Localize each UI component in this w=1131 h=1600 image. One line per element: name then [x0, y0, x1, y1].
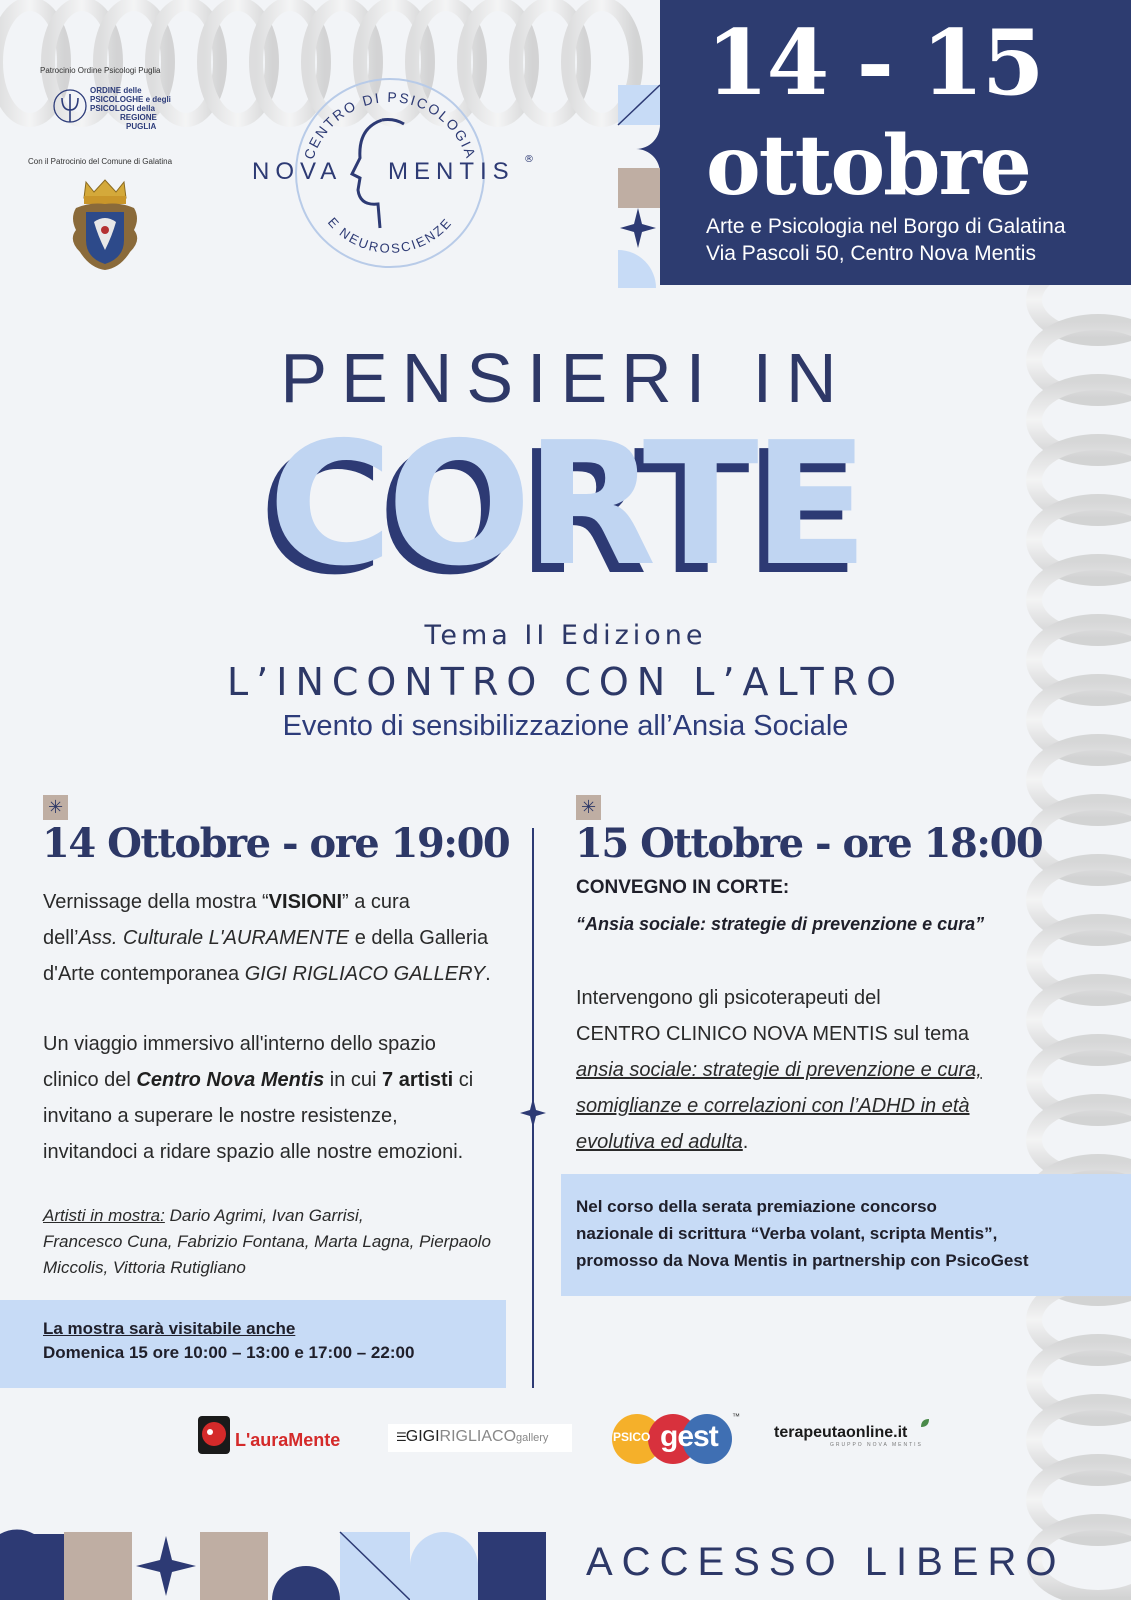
psicogest-tm: ™ — [732, 1412, 740, 1421]
artists-line-3: Miccolis, Vittoria Rutigliano — [43, 1258, 246, 1277]
left-paragraph-1 — [43, 884, 523, 992]
tema-subtitle: L’INCONTRO CON L’ALTRO — [226, 660, 904, 704]
p1-text-c: ” a cura — [342, 891, 410, 913]
title-corte: CORTE — [268, 406, 863, 604]
left-paragraph-2 — [43, 1026, 533, 1170]
p1-text-g: d'Arte contemporanea — [43, 963, 245, 985]
premiazione-line-2: nazionale di scrittura “Verba volant, scripta Mentis”, — [576, 1224, 998, 1243]
right-p-line-3: ansia sociale: strategie di prevenzione e cura, — [576, 1059, 982, 1081]
gigi-name-a: GIGI — [405, 1428, 440, 1445]
sponsor-terapeutaonline — [774, 1424, 934, 1460]
leaf-icon — [920, 1418, 930, 1428]
right-p-line-5-end: . — [742, 1131, 749, 1153]
premiazione-text — [576, 1193, 1028, 1274]
terapeutaonline-subtitle: GRUPPO NOVA MENTIS — [830, 1442, 923, 1448]
date-month: ottobre — [706, 118, 1030, 214]
convegno-label: CONVEGNO IN CORTE: — [576, 877, 790, 898]
sponsor-auramente — [198, 1416, 358, 1456]
right-p-line-4: somiglianze e correlazioni con l’ADHD in età — [576, 1095, 970, 1117]
asterisk-icon: ✳ — [576, 795, 601, 820]
accesso-libero: ACCESSO LIBERO — [586, 1540, 1066, 1584]
date-subtitle-line2: Via Pascoli 50, Centro Nova Mentis — [706, 242, 1036, 265]
psicogest-psico: PSICO — [613, 1430, 651, 1444]
p1-text-f: e della Galleria — [349, 927, 489, 949]
premiazione-line-3: promosso da Nova Mentis in partnership con PsicoGest — [576, 1251, 1029, 1270]
p2-text-d: in cui — [324, 1069, 383, 1091]
sponsor-psicogest — [612, 1412, 744, 1464]
right-p-line-1: Intervengono gli psicoterapeuti del — [576, 987, 881, 1009]
terapeutaonline-name: terapeutaonline.it — [774, 1424, 908, 1441]
asterisk-icon: ✳ — [43, 795, 68, 820]
p1-visioni: VISIONI — [268, 891, 343, 913]
artists-line-2: Francesco Cuna, Fabrizio Fontana, Marta Lagna, Pierpaolo — [43, 1232, 491, 1251]
ordine-name-2: PSICOLOGHE e degli — [90, 95, 171, 104]
p2-text-f: ci — [453, 1069, 474, 1091]
gigi-name-b: RIGLIACO — [439, 1428, 517, 1445]
convegno-title: “Ansia sociale: strategie di prevenzione e cura” — [576, 914, 985, 934]
date-banner — [660, 0, 1131, 285]
p1-text-i: . — [485, 963, 491, 985]
date-subtitle-line1: Arte e Psicologia nel Borgo di Galatina — [706, 215, 1066, 238]
p2-centro: Centro Nova Mentis — [136, 1069, 325, 1091]
patrocinio-ordine-caption: Patrocinio Ordine Psicologi Puglia — [40, 66, 161, 75]
logo-registered-mark: ® — [524, 154, 534, 165]
galatina-coat-of-arms-icon — [66, 178, 144, 273]
p1-gallery: GIGI RIGLIACO GALLERY — [244, 963, 486, 985]
left-column-date: 14 Ottobre - ore 19:00 — [42, 820, 510, 867]
p2-line-4: invitandoci a ridare spazio alle nostre emozioni. — [43, 1141, 464, 1163]
tema-edizione: Tema II Edizione — [424, 620, 707, 651]
p2-line-1: Un viaggio immersivo all'interno dello spazio — [43, 1033, 436, 1055]
logo-name-nova: NOVA — [252, 158, 343, 185]
gigi-icon: ☰ — [396, 1430, 406, 1444]
psicogest-gest: gest — [660, 1420, 718, 1453]
svg-text:CENTRO DI PSICOLOGIA — [301, 89, 480, 162]
p2-text-b: clinico del — [43, 1069, 137, 1091]
psi-icon — [52, 86, 88, 130]
ordine-name-3: PSICOLOGI della — [90, 104, 155, 113]
auramente-name: L'auraMente — [235, 1430, 341, 1450]
nova-mentis-logo — [248, 78, 534, 272]
svg-text:E NEUROSCIENZE — [325, 214, 455, 256]
ordine-name-1: ORDINE delle — [90, 86, 142, 95]
logo-ring-top: CENTRO DI PSICOLOGIA — [300, 88, 480, 162]
artists-list — [43, 1203, 543, 1281]
ordine-psicologi-logo — [52, 86, 172, 132]
title-pensieri-in: PENSIERI IN — [280, 339, 851, 417]
right-p-line-2: CENTRO CLINICO NOVA MENTIS sul tema — [576, 1023, 970, 1045]
p2-line-3: invitano a superare le nostre resistenze, — [43, 1105, 398, 1127]
sponsor-gigi-rigliaco — [388, 1424, 572, 1452]
date-days: 14 - 15 — [706, 10, 1043, 116]
right-column-date: 15 Ottobre - ore 18:00 — [575, 820, 1043, 867]
logo-name-mentis: MENTIS — [388, 158, 515, 185]
right-p-line-5: evolutiva ed adulta — [576, 1131, 743, 1153]
evento-description: Evento di sensibilizzazione all’Ansia Sociale — [282, 710, 849, 742]
logo-ring-bottom: E NEUROSCIENZE — [324, 214, 456, 257]
right-paragraph — [576, 980, 1096, 1160]
ordine-name-4: REGIONE — [120, 113, 157, 122]
premiazione-line-1: Nel corso della serata premiazione concorso — [576, 1197, 937, 1216]
exhibition-hours-line-1: La mostra sarà visitabile anche — [43, 1319, 296, 1338]
exhibition-hours-text — [43, 1317, 414, 1365]
patrocinio-comune-caption: Con il Patrocinio del Comune di Galatina — [28, 157, 173, 166]
p2-artisti: 7 artisti — [382, 1069, 454, 1091]
exhibition-hours-line-2: Domenica 15 ore 10:00 – 13:00 e 17:00 – 22:00 — [43, 1343, 415, 1362]
p1-text-d: dell’ — [43, 927, 79, 949]
auramente-head-icon — [198, 1416, 230, 1454]
column-divider — [532, 828, 534, 1388]
p1-text-a: Vernissage della mostra “ — [43, 891, 269, 913]
p1-auramente: Ass. Culturale L'AURAMENTE — [78, 927, 350, 949]
ordine-name-5: PUGLIA — [126, 122, 157, 131]
gigi-name-c: gallery — [516, 1432, 549, 1444]
artists-line-1: Dario Agrimi, Ivan Garrisi, — [164, 1206, 364, 1225]
artists-label: Artisti in mostra: — [43, 1206, 165, 1225]
